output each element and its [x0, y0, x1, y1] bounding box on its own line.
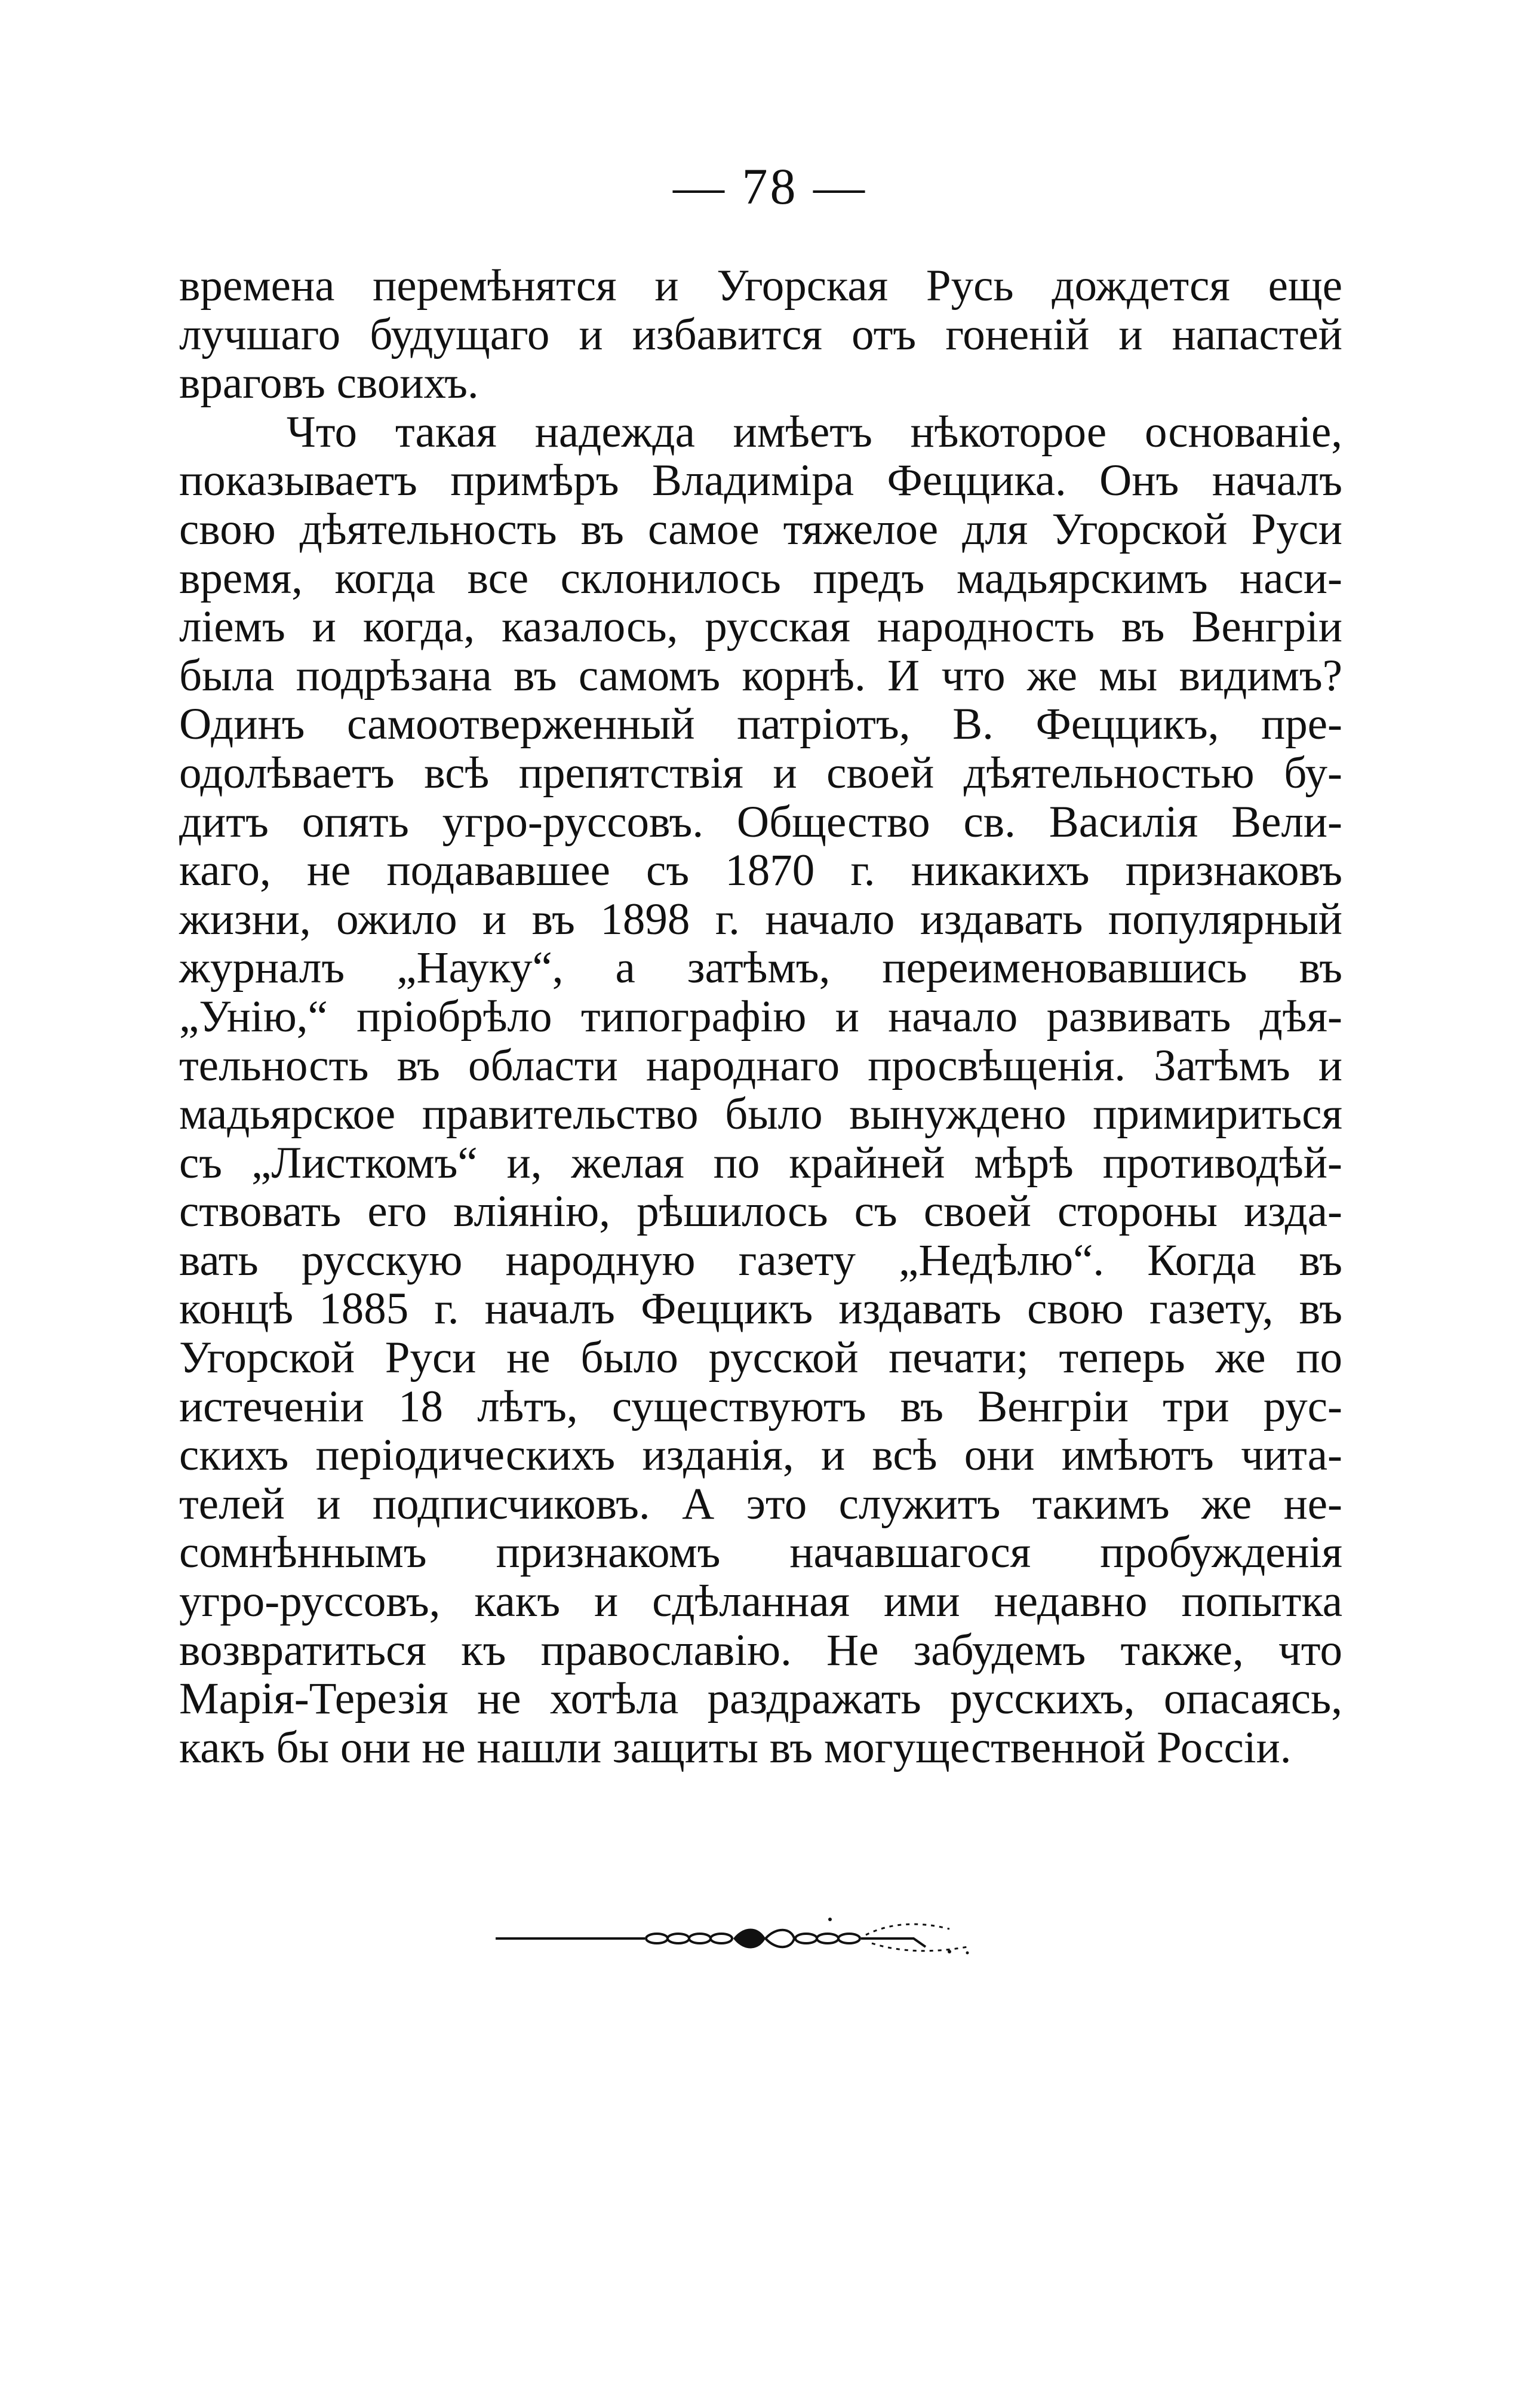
text-line: мадьярское правительство было вынуждено примириться [179, 1089, 1342, 1139]
text-line: дитъ опять угро-руссовъ. Общество св. Василія Вели- [179, 797, 1342, 847]
text-line: концѣ 1885 г. началъ Феццикъ издавать свою газету, въ [179, 1284, 1342, 1334]
text-line: „Унію,“ пріобрѣло типографію и начало развивать дѣя- [179, 991, 1342, 1042]
text-line: журналъ „Науку“, а затѣмъ, переименовавшись въ [179, 943, 1342, 993]
text-line: Угорской Руси не было русской печати; теперь же по [179, 1333, 1342, 1383]
text-line: показываетъ примѣръ Владиміра Феццика. Онъ началъ [179, 456, 1342, 506]
text-line: скихъ періодическихъ изданія, и всѣ они имѣютъ чита- [179, 1430, 1342, 1480]
text-line: жизни, ожило и въ 1898 г. начало издавать популярный [179, 894, 1342, 944]
text-line: ліемъ и когда, казалось, русская народность въ Венгріи [179, 602, 1342, 652]
text-line: Что такая надежда имѣетъ нѣкоторое основаніе, [287, 407, 1342, 457]
text-line: времена перемѣнятся и Угорская Русь дождется еще [179, 261, 1342, 311]
end-ornament [496, 1917, 1033, 1959]
text-line: какъ бы они не нашли защиты въ могущественной Россіи. [179, 1722, 1292, 1772]
text-line: лучшаго будущаго и избавится отъ гоненій и напастей [179, 309, 1342, 360]
text-line: сомнѣннымъ признакомъ начавшагося пробужденія [179, 1528, 1342, 1578]
text-line: тельность въ области народнаго просвѣщенія. Затѣмъ и [179, 1040, 1342, 1090]
text-line: ствовать его вліянію, рѣшилось съ своей стороны изда- [179, 1187, 1342, 1237]
text-line: враговъ своихъ. [179, 358, 479, 408]
text-line: каго, не подававшее съ 1870 г. никакихъ признаковъ [179, 846, 1342, 896]
text-line: истеченіи 18 лѣтъ, существуютъ въ Венгріи три рус- [179, 1381, 1342, 1431]
text-line: была подрѣзана въ самомъ корнѣ. И что же мы видимъ? [179, 650, 1342, 701]
text-line: возвратиться къ православію. Не забудемъ также, что [179, 1625, 1342, 1675]
text-line: одолѣваетъ всѣ препятствія и своей дѣятельностью бу- [179, 748, 1342, 798]
text-line: вать русскую народную газету „Недѣлю“. Когда въ [179, 1235, 1342, 1285]
page-number: — 78 — [673, 158, 867, 215]
text-line: свою дѣятельность въ самое тяжелое для Угорской Руси [179, 504, 1342, 554]
body-text [179, 262, 1342, 1772]
text-line: Марія-Терезія не хотѣла раздражать русскихъ, опасаясь, [179, 1674, 1342, 1724]
text-line: угро-руссовъ, какъ и сдѣланная ими недавно попытка [179, 1577, 1342, 1627]
text-line: телей и подписчиковъ. А это служитъ такимъ же не- [179, 1479, 1342, 1529]
text-line: съ „Листкомъ“ и, желая по крайней мѣрѣ противодѣй- [179, 1138, 1342, 1188]
text-line: время, когда все склонилось предъ мадьярскимъ наси- [179, 553, 1342, 603]
text-line: Одинъ самоотверженный патріотъ, В. Феццикъ, пре- [179, 699, 1342, 749]
